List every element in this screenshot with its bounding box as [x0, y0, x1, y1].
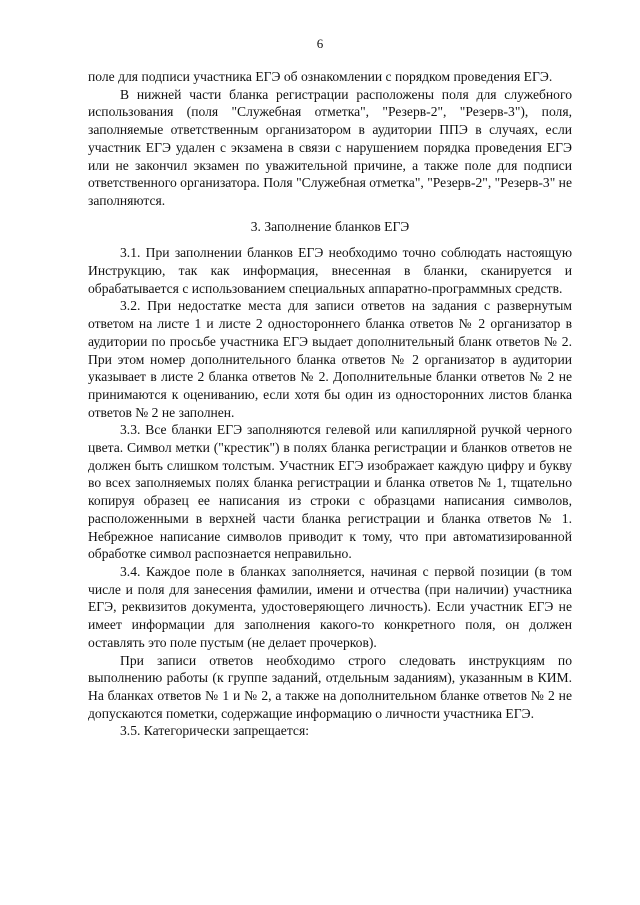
- page-number: 6: [316, 36, 324, 51]
- paragraph-continuation: поле для подписи участника ЕГЭ об ознакомлении с порядком проведения ЕГЭ.: [88, 69, 553, 84]
- paragraph-3-4: 3.4. Каждое поле в бланках заполняется, начиная с первой позиции (в том числе и поля для занесения фамилии, имени и отчества (при наличии) участника ЕГЭ, реквизитов документа, удостоверяющего личность). Если участник ЕГЭ не имеет информации для заполнения какого-то конкретного поля, он должен оставлять это поле пустым (не делает прочерков).: [88, 563, 572, 650]
- paragraph-3-2: 3.2. При недостатке места для записи ответов на задания с развернутым ответом на листе 1 и листе 2 одностороннего бланка ответов № 2 организатор в аудитории по просьбе участника ЕГЭ выдает дополнительный бланк ответов № 2. При этом номер дополнительного бланка ответов № 2 организатор в аудитории указывает в листе 2 бланка ответов № 2. Дополнительные бланки ответов № 2 не принимаются к оцениванию, если хотя бы один из односторонних листов бланка ответов № 2 не заполнен.: [88, 298, 572, 420]
- paragraph-3-1: 3.1. При заполнении бланков ЕГЭ необходимо точно соблюдать настоящую Инструкцию, так как информация, внесенная в бланки, сканируется и обрабатывается с использованием специальных аппаратно-программных средств.: [88, 245, 572, 296]
- section-heading: 3. Заполнение бланков ЕГЭ: [250, 218, 410, 234]
- paragraph-answer-instructions: При записи ответов необходимо строго следовать инструкциям по выполнению работы (к группе заданий, отдельным заданиям), указанным в КИМ. На бланках ответов № 1 и № 2, а также на дополнительном бланке ответов № 2 не допускаются пометки, содержащие информацию о личности участника ЕГЭ.: [88, 652, 572, 721]
- paragraph-3-5: 3.5. Категорически запрещается:: [120, 723, 309, 739]
- document-body: [88, 68, 572, 740]
- paragraph-registration-form-bottom: В нижней части бланка регистрации расположены поля для служебного использования (поля "Служебная отметка", "Резерв-2", "Резерв-3"), поля, заполняемые ответственным организатором в аудитории ППЭ в случаях, если участник ЕГЭ удален с экзамена в связи с нарушением порядка проведения ЕГЭ или не закончил экзамен по уважительной причине, а также поле для подписи ответственного организатора. Поля "Служебная отметка", "Резерв-2", "Резерв-3" не заполняются.: [88, 86, 572, 208]
- paragraph-3-3: 3.3. Все бланки ЕГЭ заполняются гелевой или капиллярной ручкой черного цвета. Символ метки ("крестик") в полях бланка регистрации и бланков ответов не должен быть слишком толстым. Участник ЕГЭ изображает каждую цифру и букву во всех заполняемых полях бланка регистрации и бланка ответов № 1, тщательно копируя образец ее написания из строки с образцами написания символов, расположенными в верхней части бланка регистрации и бланка ответов № 1. Небрежное написание символов приводит к тому, что при автоматизированной обработке символ распознается неправильно.: [88, 422, 572, 562]
